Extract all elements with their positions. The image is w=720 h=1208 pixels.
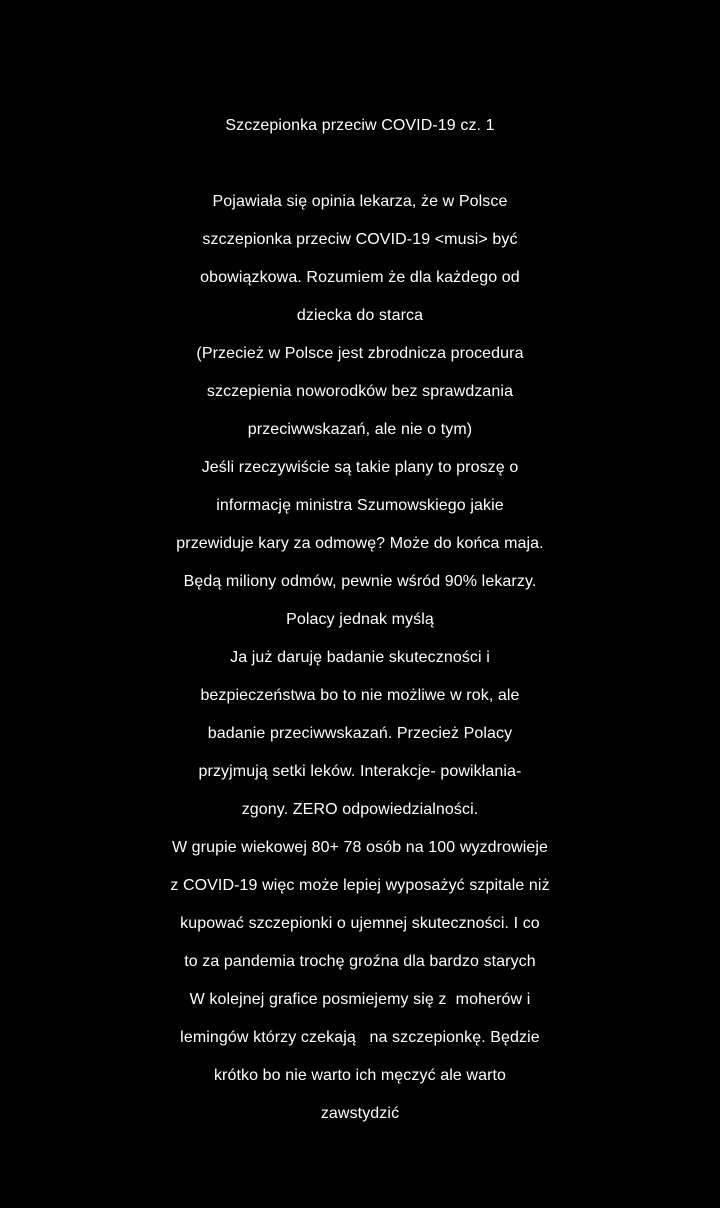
post-line: Pojawiała się opinia lekarza, że w Polsce	[212, 193, 508, 210]
post-line: szczepionka przeciw COVID-19 <musi> być	[202, 231, 518, 248]
post-line: W grupie wiekowej 80+ 78 osób na 100 wyzdrowieje	[171, 839, 549, 856]
post-line: Ja już daruję badanie skuteczności i	[230, 649, 490, 666]
post-title: Szczepionka przeciw COVID-19 cz. 1	[225, 117, 495, 134]
post-line: lemingów którzy czekają na szczepionkę. Będzie	[180, 1029, 540, 1046]
post-line: (Przecież w Polsce jest zbrodnicza procedura	[196, 345, 524, 362]
post-line: to za pandemia trochę groźna dla bardzo starych	[184, 953, 536, 970]
post-line: zawstydzić	[320, 1105, 400, 1122]
post-line: Będą miliony odmów, pewnie wśród 90% lekarzy.	[183, 573, 537, 590]
post-line: przyjmują setki leków. Interakcje- powikłania-	[198, 763, 522, 780]
post-line: przewiduje kary za odmowę? Może do końca maja.	[176, 535, 544, 552]
post-line: przeciwwskazań, ale nie o tym)	[247, 421, 473, 438]
post-line: dziecka do starca	[296, 307, 424, 324]
post-line: W kolejnej grafice posmiejemy się z moherów i	[189, 991, 531, 1008]
post-line: kupować szczepionki o ujemnej skuteczności. I co	[180, 915, 540, 932]
post-line: szczepienia noworodków bez sprawdzania	[206, 383, 514, 400]
post-line: z COVID-19 więc może lepiej wyposażyć szpitale niż	[170, 877, 550, 894]
post-line: zgony. ZERO odpowiedzialności.	[241, 801, 479, 818]
post-line: obowiązkowa. Rozumiem że dla każdego od	[200, 269, 520, 286]
post-line: Jeśli rzeczywiście są takie plany to proszę o	[201, 459, 519, 476]
post-line: informację ministra Szumowskiego jakie	[216, 497, 504, 514]
post-line: krótko bo nie warto ich męczyć ale warto	[213, 1067, 507, 1084]
post-line: Polacy jednak myślą	[286, 611, 434, 628]
post-line: bezpieczeństwa bo to nie możliwe w rok, ale	[200, 687, 520, 704]
post-text-block	[0, 107, 720, 1133]
paragraph-spacer	[0, 145, 720, 183]
post-line: badanie przeciwwskazań. Przecież Polacy	[207, 725, 513, 742]
